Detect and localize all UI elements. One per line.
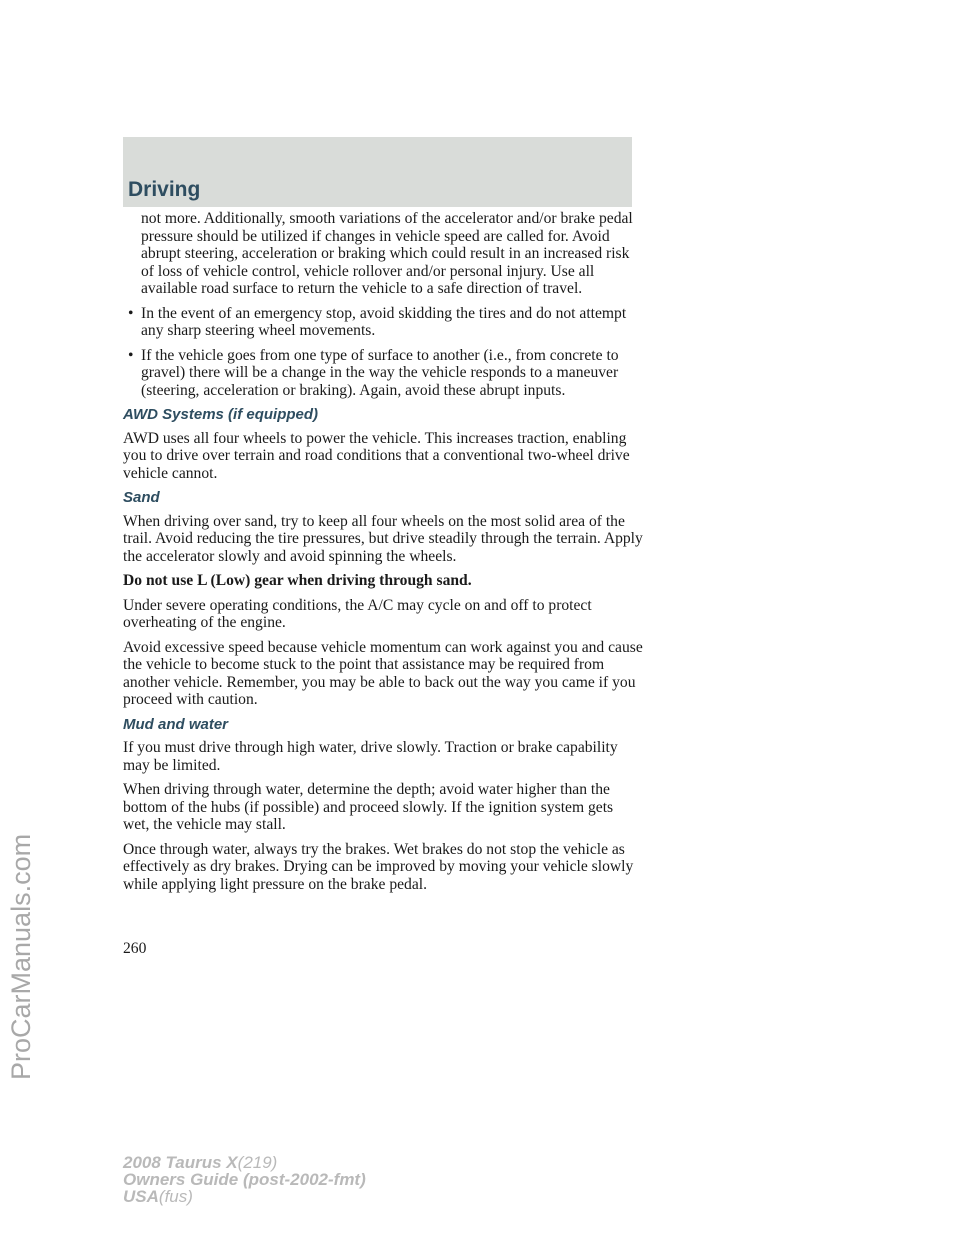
section-title: Driving (128, 178, 201, 201)
awd-paragraph: AWD uses all four wheels to power the vehicle. This increases traction, enabling you to drive over terrain and road conditions that a conventional two-wheel drive vehicle cannot. (123, 429, 630, 482)
footer-model-code: (219) (237, 1153, 278, 1172)
sand-paragraph-2: Under severe operating conditions, the A/C may cycle on and off to protect overheating of the engine. (123, 596, 592, 631)
footer-line-1 (123, 1154, 366, 1171)
list-item (123, 347, 643, 400)
mud-paragraph-2: When driving through water, determine the depth; avoid water higher than the bottom of the hubs (if possible) and proceed slowly. If the ignition system gets wet, the vehicle may stall. (123, 781, 614, 833)
footer-line-3 (123, 1188, 366, 1205)
footer-model: 2008 Taurus X (123, 1153, 238, 1172)
footer-market-code: (fus) (158, 1187, 193, 1206)
bullet-icon: • (128, 346, 134, 364)
sand-warning: Do not use L (Low) gear when driving through sand. (123, 572, 472, 589)
list-item (123, 305, 643, 340)
sand-paragraph-1: When driving over sand, try to keep all four wheels on the most solid area of the trail. Avoid reducing the tire pressures, but drive steadily through the terrain. Apply the accelerator slowly and avoid spinning the wheels. (123, 512, 643, 565)
awd-heading: AWD Systems (if equipped) (123, 406, 319, 423)
mud-paragraph-3: Once through water, always try the brakes. Wet brakes do not stop the vehicle as effectively as dry brakes. Drying can be improved by moving your vehicle slowly while applying light pressure on the brake pedal. (123, 840, 634, 893)
mud-heading: Mud and water (123, 715, 229, 733)
footer-market: USA (123, 1187, 159, 1206)
document-footer (123, 1154, 366, 1205)
mud-paragraph-1: If you must drive through high water, drive slowly. Traction or brake capability may be limited. (123, 739, 618, 774)
bullet-icon: • (128, 304, 134, 322)
bullet-text: If the vehicle goes from one type of surface to another (i.e., from concrete to gravel) there will be a change in the way the vehicle responds to a maneuver (steering, acceleration or braking). Again, avoid these abrupt inputs. (141, 346, 619, 399)
watermark-text: ProCarManuals.com (6, 833, 36, 1080)
bullet-text: In the event of an emergency stop, avoid skidding the tires and do not attempt any sharp steering wheel movements. (141, 304, 627, 339)
sand-paragraph-3: Avoid excessive speed because vehicle momentum can work against you and cause the vehicle to become stuck to the point that assistance may be required from another vehicle. Remember, you may be able to back out the way you came if you proceed with caution. (123, 638, 643, 708)
sand-heading: Sand (123, 489, 160, 506)
intro-paragraph: not more. Additionally, smooth variations of the accelerator and/or brake pedal pressure should be utilized if changes in vehicle speed are called for. Avoid abrupt steering, acceleration or braking which could result in an increased risk of loss of vehicle control, vehicle rollover and/or personal injury. Use all available road surface to return the vehicle to a safe direction of travel. (141, 210, 633, 297)
page-content (123, 210, 643, 900)
footer-line-2: Owners Guide (post-2002-fmt) (123, 1170, 366, 1189)
page-number: 260 (123, 940, 147, 957)
